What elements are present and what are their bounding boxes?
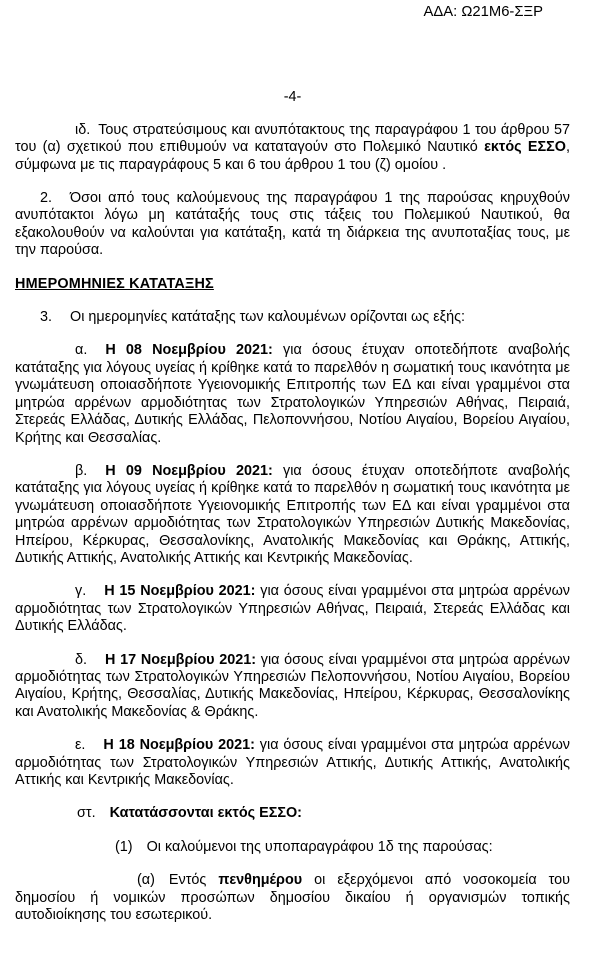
paragraph-text: για όσους είναι γραμμένοι στα μητρώα αρρένων αρμοδιότητας των Στρατολογικών Υπηρεσιών Αθήνας, Πειραιά, Στερεάς Ελλάδας και Δυτικής Ελλάδας. — [15, 583, 570, 635]
date-bold: Η 15 Νοεμβρίου 2021: — [104, 583, 256, 600]
paragraph-e — [15, 737, 570, 789]
ada-reference: ΑΔΑ: Ω21Μ6-ΣΞΡ — [423, 4, 543, 20]
paragraph-d — [15, 652, 570, 722]
section-heading: ΗΜΕΡΟΜΗΝΙΕΣ ΚΑΤΑΤΑΞΗΣ — [15, 275, 214, 292]
paragraph-text: για όσους είναι γραμμένοι στα μητρώα αρρένων αρμοδιότητας των Στρατολογικών Υπηρεσιών Πελοποννήσου, Νοτίου Αιγαίου, Βορείου Αιγαίου, Κρήτης, Θεσσαλίας, Δυτικής Μακεδονίας, Ηπείρου, Κέρκυρας, Θεσσαλονίκης και Ανατολικής Μακεδονίας & Θράκης. — [15, 651, 570, 720]
list-marker: ε. — [75, 737, 86, 754]
bold-text: πενθημέρου — [218, 872, 303, 889]
list-marker: 3. — [40, 309, 53, 326]
bold-text: εκτός ΕΣΣΟ — [484, 139, 566, 156]
paragraph-3 — [15, 309, 570, 326]
bold-text: Κατατάσσονται εκτός ΕΣΣΟ: — [109, 805, 302, 822]
date-bold: Η 17 Νοεμβρίου 2021: — [105, 651, 257, 668]
list-marker: ιδ. — [75, 121, 91, 138]
paragraph-b — [15, 463, 570, 567]
paragraph-a — [15, 342, 570, 446]
paragraph-text: οι εξερχόμενοι από νοσοκομεία του δημοσίου ή νομικών προσώπων δημοσίου δικαίου ή οργανισμών τοπικής αυτοδιοίκησης του εσωτερικού. — [15, 872, 570, 924]
paragraph-text: Οι καλούμενοι της υποπαραγράφου 1δ της παρούσας: — [146, 838, 493, 855]
list-marker: γ. — [75, 583, 87, 600]
paragraph-sub1a — [15, 872, 570, 924]
paragraph-text: Όσοι από τους καλούμενους της παραγράφου 1 της παρούσας κηρυχθούν ανυπότακτοι λόγω μη κατάταξής τους στις τάξεις του Πολεμικού Ναυτικού, θα εξακολουθούν να καλούνται για κατάταξη, κατά τη διάρκεια της ανυποταξίας τους, με την παρούσα. — [15, 190, 570, 259]
paragraph-sub1 — [15, 839, 570, 856]
date-bold: Η 09 Νοεμβρίου 2021: — [105, 462, 273, 479]
date-bold: Η 18 Νοεμβρίου 2021: — [103, 737, 255, 754]
list-marker: 2. — [40, 190, 53, 207]
paragraph-text: για όσους έτυχαν οποτεδήποτε αναβολής κατάταξης για λόγους υγείας ή κρίθηκε κατά το παρελθόν η σωματική τους ικανότητα με γνωμάτευση οποιασδήποτε Υγειονομικής Επιτροπής των ΕΔ και είναι γραμμένοι στα μητρώα αρρένων αρμοδιότητας των Στρατολογικών Υπηρεσιών Δυτικής Μακεδονίας, Ηπείρου, Κέρκυρας, Θεσσαλονίκης, Ανατολικής Μακεδονίας και Θράκης, Αττικής, Δυτικής Αττικής, Ανατολικής Αττικής και Κεντρικής Μακεδονίας. — [15, 462, 570, 566]
list-marker: β. — [75, 462, 88, 479]
paragraph-text: Τους στρατεύσιμους και ανυπότακτους της παραγράφου 1 του άρθρου 57 του (α) σχετικού που επιθυμούν να καταταγούν στο Πολεμικό Ναυτικό — [15, 121, 570, 156]
list-marker: (1) — [115, 838, 133, 855]
paragraph-text: για όσους έτυχαν οποτεδήποτε αναβολής κατάταξης για λόγους υγείας ή κρίθηκε κατά το παρελθόν η σωματική τους ικανότητα με γνωμάτευση οποιασδήποτε Υγειονομικής Επιτροπής των ΕΔ και είναι γραμμένοι στα μητρώα αρρένων αρμοδιότητας των Στρατολογικών Υπηρεσιών Αθήνας, Πειραιά, Στερεάς Ελλάδας, Δυτικής Ελλάδας, Πελοποννήσου, Νοτίου Αιγαίου, Βορείου Αιγαίου, Κρήτης και Θεσσαλίας. — [15, 342, 570, 446]
paragraph-text: Εντός — [168, 872, 219, 889]
list-marker: δ. — [75, 651, 88, 668]
paragraph-c — [15, 583, 570, 635]
paragraph-2 — [15, 190, 570, 260]
paragraph-1id — [15, 122, 570, 174]
paragraph-st — [15, 805, 570, 822]
paragraph-text: Οι ημερομηνίες κατάταξης των καλουμένων ορίζονται ως εξής: — [70, 309, 466, 326]
paragraph-text: , σύμφωνα με τις παραγράφους 5 και 6 του άρθρου 1 του (ζ) ομοίου . — [15, 139, 570, 173]
date-bold: Η 08 Νοεμβρίου 2021: — [105, 342, 273, 359]
list-marker: στ. — [77, 805, 96, 822]
paragraph-text: για όσους είναι γραμμένοι στα μητρώα αρρένων αρμοδιότητας των Στρατολογικών Υπηρεσιών Αττικής, Δυτικής Αττικής, Ανατολικής Αττικής και Κεντρικής Μακεδονίας. — [15, 737, 570, 788]
page-number: -4- — [283, 89, 302, 106]
list-marker: α. — [75, 342, 88, 359]
list-marker: (α) — [137, 872, 155, 889]
